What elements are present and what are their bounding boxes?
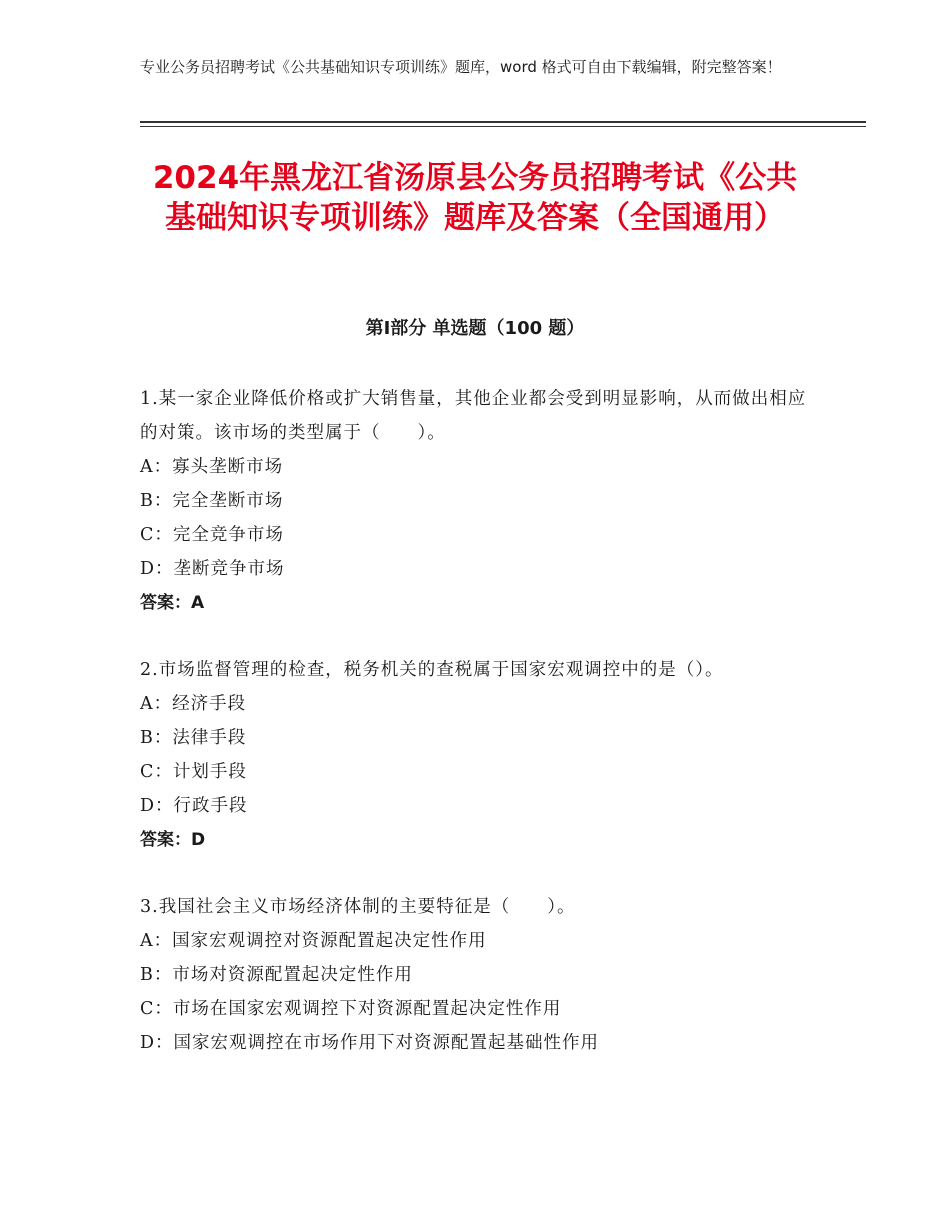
option-d: D：国家宏观调控在市场作用下对资源配置起基础性作用 [140,1033,600,1053]
document-title: 2024年黑龙江省汤原县公务员招聘考试《公共基础知识专项训练》题库及答案（全国通用） [152,160,798,236]
question-text: 1.某一家企业降低价格或扩大销售量，其他企业都会受到明显影响，从而做出相应的对策。该市场的类型属于（ ）。 [140,389,807,443]
answer: 答案：D [140,830,206,850]
option-c: C：完全竞争市场 [140,525,284,545]
header-note: 专业公务员招聘考试《公共基础知识专项训练》题库，word 格式可自由下载编辑，附完整答案！ [140,58,782,76]
header-rule-thin [140,126,866,127]
question-2 [140,653,810,857]
option-d: D：行政手段 [140,796,248,816]
option-c: C：市场在国家宏观调控下对资源配置起决定性作用 [140,999,562,1019]
header-rule-thick [140,121,866,123]
option-a: A：国家宏观调控对资源配置起决定性作用 [140,931,487,951]
answer: 答案：A [140,593,205,613]
option-a: A：经济手段 [140,694,247,714]
option-b: B：市场对资源配置起决定性作用 [140,965,413,985]
option-a: A：寡头垄断市场 [140,457,284,477]
question-text: 3.我国社会主义市场经济体制的主要特征是（ ）。 [140,897,576,917]
option-d: D：垄断竞争市场 [140,559,285,579]
question-text: 2.市场监督管理的检查，税务机关的查税属于国家宏观调控中的是（）。 [140,660,724,680]
option-b: B：法律手段 [140,728,247,748]
question-3 [140,890,810,1060]
question-1 [140,382,810,620]
question-list [140,382,810,1093]
option-c: C：计划手段 [140,762,247,782]
section-heading: 第Ⅰ部分 单选题（100 题） [365,318,585,339]
option-b: B：完全垄断市场 [140,491,284,511]
